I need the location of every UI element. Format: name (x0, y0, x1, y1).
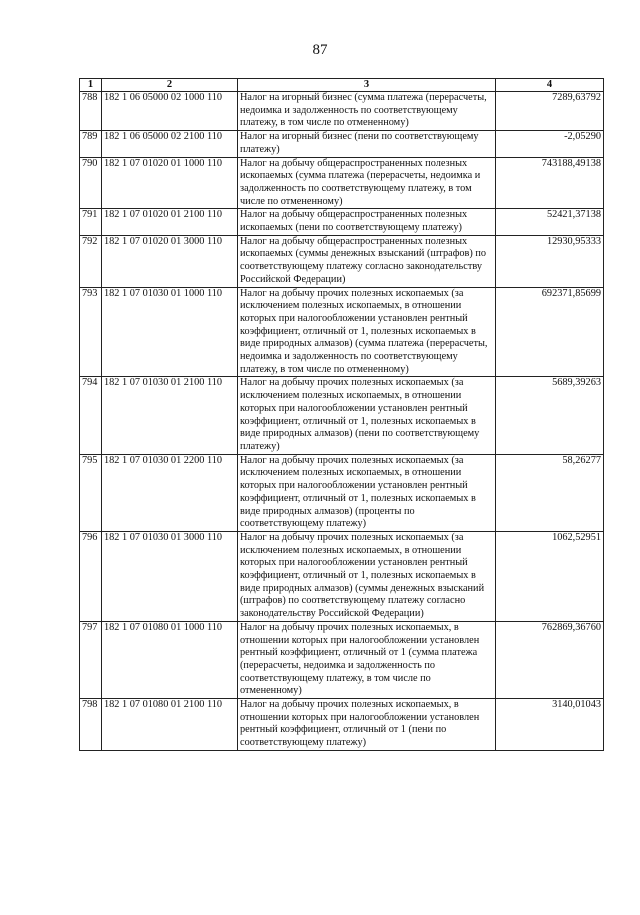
income-name: Налог на добычу прочих полезных ископаемых (за исключением полезных ископаемых, в отношении которых при налогообложении установлен рентный коэффициент, отличный от 1, полезных ископаемых в виде природных алмазов) (проценты по соответствующему платежу) (238, 454, 496, 531)
table-header (80, 79, 604, 92)
income-name: Налог на добычу прочих полезных ископаемых (за исключением полезных ископаемых, в отношении которых при налогообложении установлен рентный коэффициент, отличный от 1, полезных ископаемых в виде природных алмазов) (пени по соответствующему платежу) (238, 377, 496, 454)
amount-value: 58,26277 (496, 454, 604, 531)
income-name: Налог на добычу прочих полезных ископаемых, в отношении которых при налогообложении установлен рентный коэффициент, отличный от 1 (пени по соответствующему платежу) (238, 699, 496, 751)
income-name: Налог на игорный бизнес (сумма платежа (перерасчеты, недоимка и задолженность по соответствующему платежу, в том числе по отмененному) (238, 92, 496, 131)
table-row (80, 287, 604, 377)
header-col-1: 1 (80, 79, 102, 92)
budget-code: 182 1 07 01020 01 3000 110 (102, 235, 238, 287)
table-row (80, 92, 604, 131)
amount-value: 1062,52951 (496, 531, 604, 621)
amount-value: 743188,49138 (496, 157, 604, 209)
row-number: 790 (80, 157, 102, 209)
row-number: 794 (80, 377, 102, 454)
budget-code: 182 1 07 01020 01 1000 110 (102, 157, 238, 209)
income-name: Налог на добычу прочих полезных ископаемых, в отношении которых при налогообложении установлен рентный коэффициент, отличный от 1 (сумма платежа (перерасчеты, недоимка и задолженность по соответствующему платежу, в том числе по отмененному) (238, 621, 496, 698)
row-number: 796 (80, 531, 102, 621)
row-number: 793 (80, 287, 102, 377)
budget-code: 182 1 06 05000 02 1000 110 (102, 92, 238, 131)
table-row (80, 157, 604, 209)
budget-code: 182 1 06 05000 02 2100 110 (102, 131, 238, 157)
budget-code: 182 1 07 01020 01 2100 110 (102, 209, 238, 235)
table-row (80, 209, 604, 235)
table-body (80, 92, 604, 751)
budget-code: 182 1 07 01030 01 2200 110 (102, 454, 238, 531)
table-row (80, 699, 604, 751)
budget-code: 182 1 07 01080 01 1000 110 (102, 621, 238, 698)
header-col-3: 3 (238, 79, 496, 92)
amount-value: 762869,36760 (496, 621, 604, 698)
row-number: 789 (80, 131, 102, 157)
amount-value: -2,05290 (496, 131, 604, 157)
income-name: Налог на добычу общераспространенных полезных ископаемых (сумма платежа (перерасчеты, недоимка и задолженность по соответствующему платежу, в том числе по отмененному) (238, 157, 496, 209)
budget-code: 182 1 07 01030 01 1000 110 (102, 287, 238, 377)
page-number: 87 (312, 42, 328, 58)
income-name: Налог на добычу общераспространенных полезных ископаемых (суммы денежных взысканий (штрафов) по соответствующему платежу согласно законодательству Российской Федерации) (238, 235, 496, 287)
row-number: 797 (80, 621, 102, 698)
income-name: Налог на добычу прочих полезных ископаемых (за исключением полезных ископаемых, в отношении которых при налогообложении установлен рентный коэффициент, отличный от 1, полезных ископаемых в виде природных алмазов) (суммы денежных взысканий (штрафов) по соответствующему платежу согласно законодательству Российской Федерации) (238, 531, 496, 621)
budget-table (79, 78, 604, 751)
budget-code: 182 1 07 01030 01 3000 110 (102, 531, 238, 621)
row-number: 795 (80, 454, 102, 531)
income-name: Налог на добычу общераспространенных полезных ископаемых (пени по соответствующему платежу) (238, 209, 496, 235)
amount-value: 5689,39263 (496, 377, 604, 454)
amount-value: 3140,01043 (496, 699, 604, 751)
table-row (80, 621, 604, 698)
income-name: Налог на добычу прочих полезных ископаемых (за исключением полезных ископаемых, в отношении которых при налогообложении установлен рентный коэффициент, отличный от 1, полезных ископаемых в виде природных алмазов) (сумма платежа (перерасчеты, недоимка и задолженность по соответствующему платежу, в том числе по отмененному) (238, 287, 496, 377)
table-row (80, 531, 604, 621)
header-row (80, 79, 604, 92)
table-row (80, 377, 604, 454)
row-number: 792 (80, 235, 102, 287)
amount-value: 692371,85699 (496, 287, 604, 377)
row-number: 788 (80, 92, 102, 131)
amount-value: 7289,63792 (496, 92, 604, 131)
row-number: 798 (80, 699, 102, 751)
table-row (80, 235, 604, 287)
table-row (80, 131, 604, 157)
income-name: Налог на игорный бизнес (пени по соответствующему платежу) (238, 131, 496, 157)
header-col-2: 2 (102, 79, 238, 92)
row-number: 791 (80, 209, 102, 235)
table-row (80, 454, 604, 531)
amount-value: 12930,95333 (496, 235, 604, 287)
budget-code: 182 1 07 01030 01 2100 110 (102, 377, 238, 454)
header-col-4: 4 (496, 79, 604, 92)
budget-code: 182 1 07 01080 01 2100 110 (102, 699, 238, 751)
amount-value: 52421,37138 (496, 209, 604, 235)
